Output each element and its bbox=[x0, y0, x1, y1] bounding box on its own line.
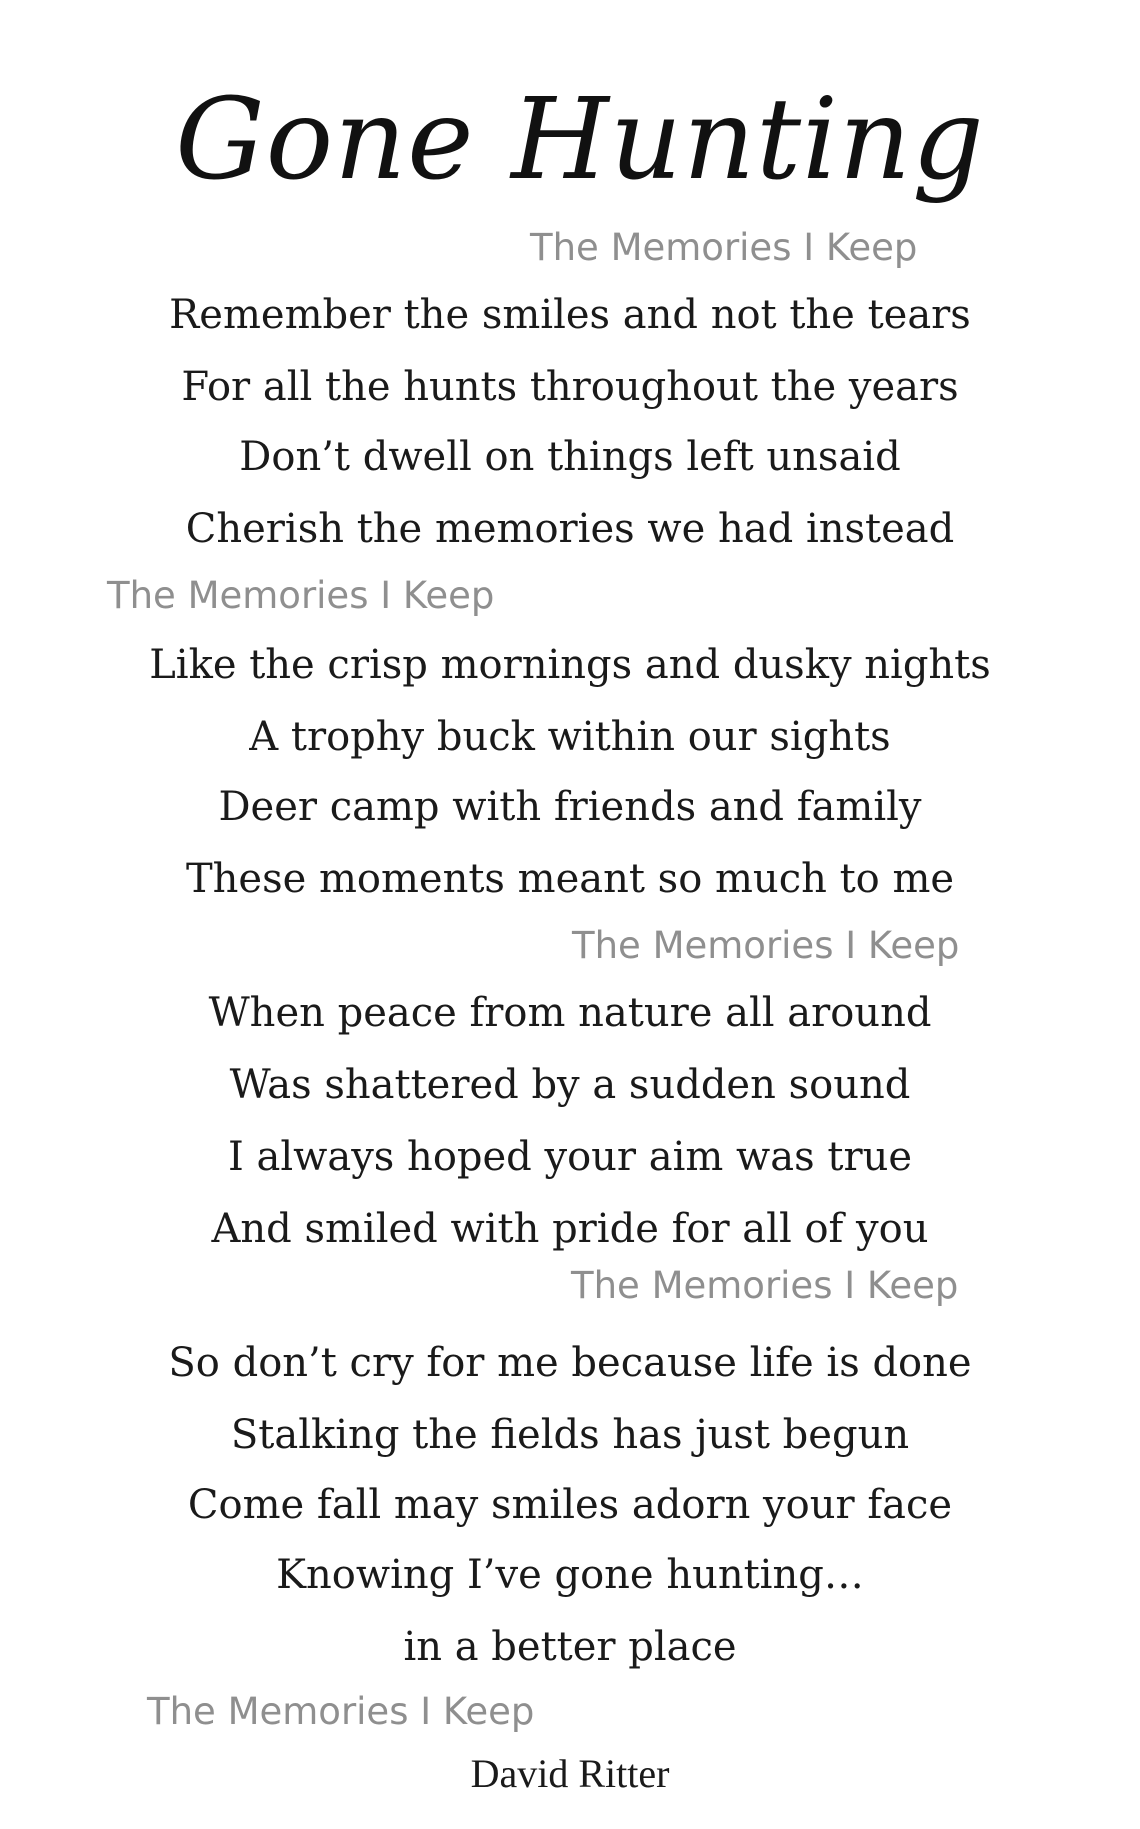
watermark-2: The Memories I Keep bbox=[107, 574, 495, 617]
stanza-2-line-2: A trophy buck within our sights bbox=[249, 714, 891, 760]
watermark-5: The Memories I Keep bbox=[147, 1690, 535, 1733]
stanza-3-line-3: I always hoped your aim was true bbox=[227, 1134, 913, 1180]
stanza-2-line-4: These moments meant so much to me bbox=[185, 856, 955, 902]
stanza-1-line-2: For all the hunts throughout the years bbox=[181, 364, 959, 410]
watermark-3: The Memories I Keep bbox=[572, 924, 960, 967]
stanza-3-line-4: And smiled with pride for all of you bbox=[211, 1206, 929, 1252]
stanza-2-line-3: Deer camp with friends and family bbox=[218, 784, 922, 830]
watermark-1: The Memories I Keep bbox=[530, 226, 918, 269]
stanza-3-line-1: When peace from nature all around bbox=[208, 990, 932, 1036]
stanza-4-line-1: So don’t cry for me because life is done bbox=[168, 1340, 972, 1386]
stanza-4-line-2: Stalking the fields has just begun bbox=[230, 1412, 910, 1458]
stanza-3-line-2: Was shattered by a sudden sound bbox=[229, 1062, 911, 1108]
stanza-4-line-4: Knowing I’ve gone hunting… bbox=[276, 1552, 864, 1598]
stanza-2-line-1: Like the crisp mornings and dusky nights bbox=[149, 642, 991, 688]
poem-title: Gone Hunting bbox=[175, 75, 985, 205]
stanza-1-line-4: Cherish the memories we had instead bbox=[185, 506, 955, 552]
stanza-4-line-3: Come fall may smiles adorn your face bbox=[187, 1482, 953, 1528]
stanza-1-line-1: Remember the smiles and not the tears bbox=[169, 292, 971, 338]
poem-author: David Ritter bbox=[470, 1751, 670, 1796]
stanza-4-line-5: in a better place bbox=[403, 1624, 737, 1670]
watermark-4: The Memories I Keep bbox=[571, 1264, 959, 1307]
stanza-1-line-3: Don’t dwell on things left unsaid bbox=[239, 434, 901, 480]
